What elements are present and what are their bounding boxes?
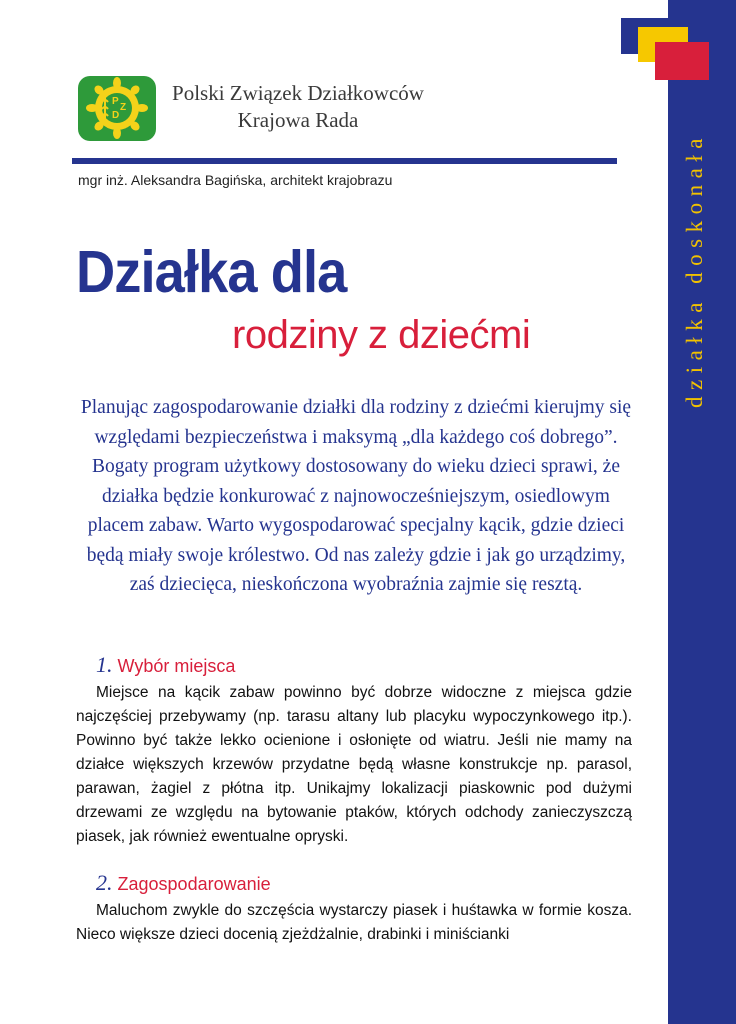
organization-unit: Krajowa Rada [237,108,359,132]
logo-letter-z: Z [120,102,127,113]
decor-square-red [655,42,709,80]
organization-block [160,80,436,134]
section-title: Wybór miejsca [117,656,236,676]
section-number: 1. [96,652,113,677]
section-body: Miejsce na kącik zabaw powinno być dobrze widoczne z miejsca gdzie najczęściej przebywamy (np. tarasu altany lub placyku wypoczynkowego itp.). Powinno być także lekko ocienione i osłonięte od wiatru. Jeśli nie mamy na działce większych krzewów przydatne będą własne konstrukcje np. parasol, parawan, żagiel z płótna itp. Unikajmy lokalizacji piaskownic pod dużymi drzewami ze względu na bytowanie ptaków, których odchody zanieczyszczą piasek, jak również ewentualne opryski. [76,684,632,845]
section-heading [96,652,235,678]
author-line: mgr inż. Aleksandra Bagińska, architekt krajobrazu [78,172,393,188]
logo-letter-d: D [112,110,120,121]
page-title: Działka dla [76,239,347,305]
header-rule [72,158,617,164]
section-heading [96,870,271,896]
pzd-logo [78,76,156,141]
section-number: 2. [96,870,113,895]
sun-flower-icon [78,76,156,141]
page-subtitle: rodziny z dziećmi [232,313,531,357]
section-body: Maluchom zwykle do szczęścia wystarczy piasek i huśtawka w formie kosza. Nieco większe dzieci docenią zjeżdżalnie, drabinki i miniścianki [76,902,632,943]
section-title: Zagospodarowanie [117,874,271,894]
logo-letter-p: P [112,96,119,107]
sidebar-label: działka doskonała [682,132,707,408]
intro-paragraph: Planując zagospodarowanie działki dla rodziny z dziećmi kierujmy się względami bezpieczeństwa i maksymą „dla każdego coś dobrego”. Bogaty program użytkowy dostosowany do wieku dzieci sprawi, że działka będzie konkurować z najnowocześniejszym, osiedlowym placem zabaw. Warto wygospodarować specjalny kącik, gdzie dzieci będą miały swoje królestwo. Od nas zależy gdzie i jak go urządzimy, zaś dziecięca, nieskończona wyobraźnia zajmie się resztą. [80,397,632,595]
organization-name: Polski Związek Działkowców [172,81,424,105]
